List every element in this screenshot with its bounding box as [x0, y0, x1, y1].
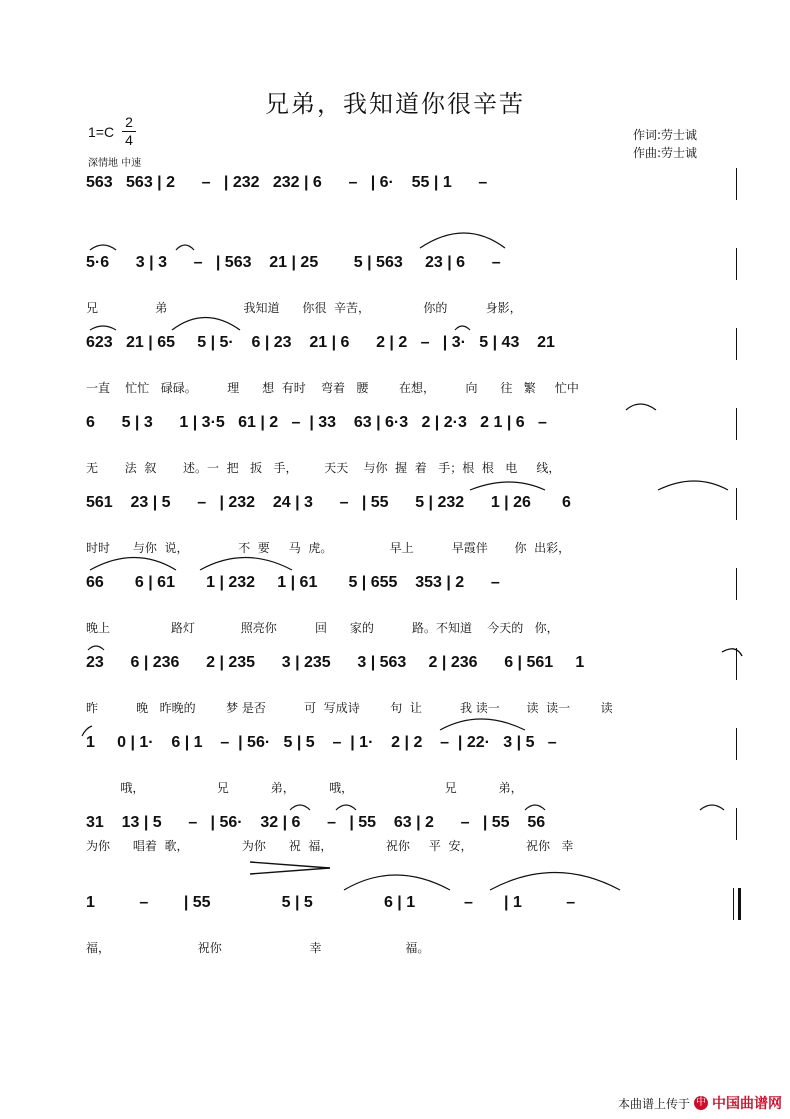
lyric-row-3: 一直 忙忙 碌碌。 理 想 有时 弯着 腰 在想， 向 往 繁 忙中	[86, 381, 579, 395]
lyric-row-9: 为你 唱着 歌， 为你 祝 福， 祝你 平 安， 祝你 幸	[86, 839, 574, 853]
score-row-9: 31 13 | 5 – | 56· 32 | 6 – | 55 63 | 2 – | 55 56	[86, 814, 546, 831]
score-row-10: 1 – | 55 5 | 5 6 | 1 – | 1 –	[86, 894, 576, 911]
barline	[736, 328, 737, 360]
footer-watermark	[618, 1093, 782, 1113]
score-row-2: 5·6 3 | 3 – | 563 21 | 25 5 | 563 23 | 6 –	[86, 254, 501, 271]
score-row-1: 563 563 | 2 – | 232 232 | 6 – | 6· 55 | 1 –	[86, 174, 488, 191]
tempo-marking: 深情地 中速	[88, 158, 142, 169]
key-signature: 1=C	[88, 124, 115, 140]
score-row-4: 6 5 | 3 1 | 3·5 61 | 2 – | 33 63 | 6·3 2 | 2·3 2 1 | 6 –	[86, 414, 547, 431]
lyricist: 作词:劳士诚	[633, 128, 698, 142]
barline	[736, 648, 737, 680]
song-title: 兄弟，我知道你很辛苦	[265, 90, 525, 118]
lyric-row-6: 晚上 路灯 照亮你 回 家的 路。不知道 今天的 你，	[86, 621, 559, 635]
lyric-row-10: 福， 祝你 幸 福。	[86, 941, 430, 955]
barline	[736, 248, 737, 280]
final-double-barline	[733, 888, 741, 920]
score-row-3: 623 21 | 65 5 | 5· 6 | 23 21 | 6 2 | 2 – | 3· 5 | 43 21	[86, 334, 555, 351]
site-logo-icon: 中	[696, 1097, 706, 1108]
footer-text: 本曲谱上传于	[617, 1096, 690, 1111]
score-row-6: 66 6 | 61 1 | 232 1 | 61 5 | 655 353 | 2 –	[86, 574, 500, 591]
barline	[736, 568, 737, 600]
score-row-8: 1 0 | 1· 6 | 1 – | 56· 5 | 5 – | 1· 2 | 2 – | 22· 3 | 5 –	[86, 734, 557, 751]
site-logo-text[interactable]: 中国曲谱网	[712, 1096, 782, 1112]
barline	[736, 408, 737, 440]
lyric-row-4: 无 法 叙 述。一 把 扳 手， 天天 与你 握 着 手；根 根 电 线，	[86, 461, 561, 475]
time-signature-bottom: 4	[122, 131, 136, 149]
barline	[736, 168, 737, 200]
lyric-row-8: 哦， 兄 弟， 哦， 兄 弟，	[86, 781, 523, 795]
lyric-row-5: 时时 与你 说， 不 要 马 虎。 早上 早霞伴 你 出彩，	[86, 541, 571, 555]
barline	[736, 808, 737, 840]
lyric-row-7: 昨 晚 昨晚的 梦 是否 可 写成诗 句 让 我 读一 读 读一 读	[86, 701, 613, 715]
barline	[736, 728, 737, 760]
lyric-row-2: 兄 弟 我知道 你很 辛苦， 你的 身影，	[86, 301, 522, 315]
time-signature-top: 2	[125, 114, 133, 130]
composer: 作曲:劳士诚	[633, 146, 698, 160]
score-row-5: 561 23 | 5 – | 232 24 | 3 – | 55 5 | 232 1 | 26 6	[86, 494, 571, 511]
time-signature	[122, 114, 136, 149]
credits	[633, 126, 697, 162]
barline	[736, 488, 737, 520]
score-row-7: 23 6 | 236 2 | 235 3 | 235 3 | 563 2 | 236 6 | 561 1	[86, 654, 585, 671]
